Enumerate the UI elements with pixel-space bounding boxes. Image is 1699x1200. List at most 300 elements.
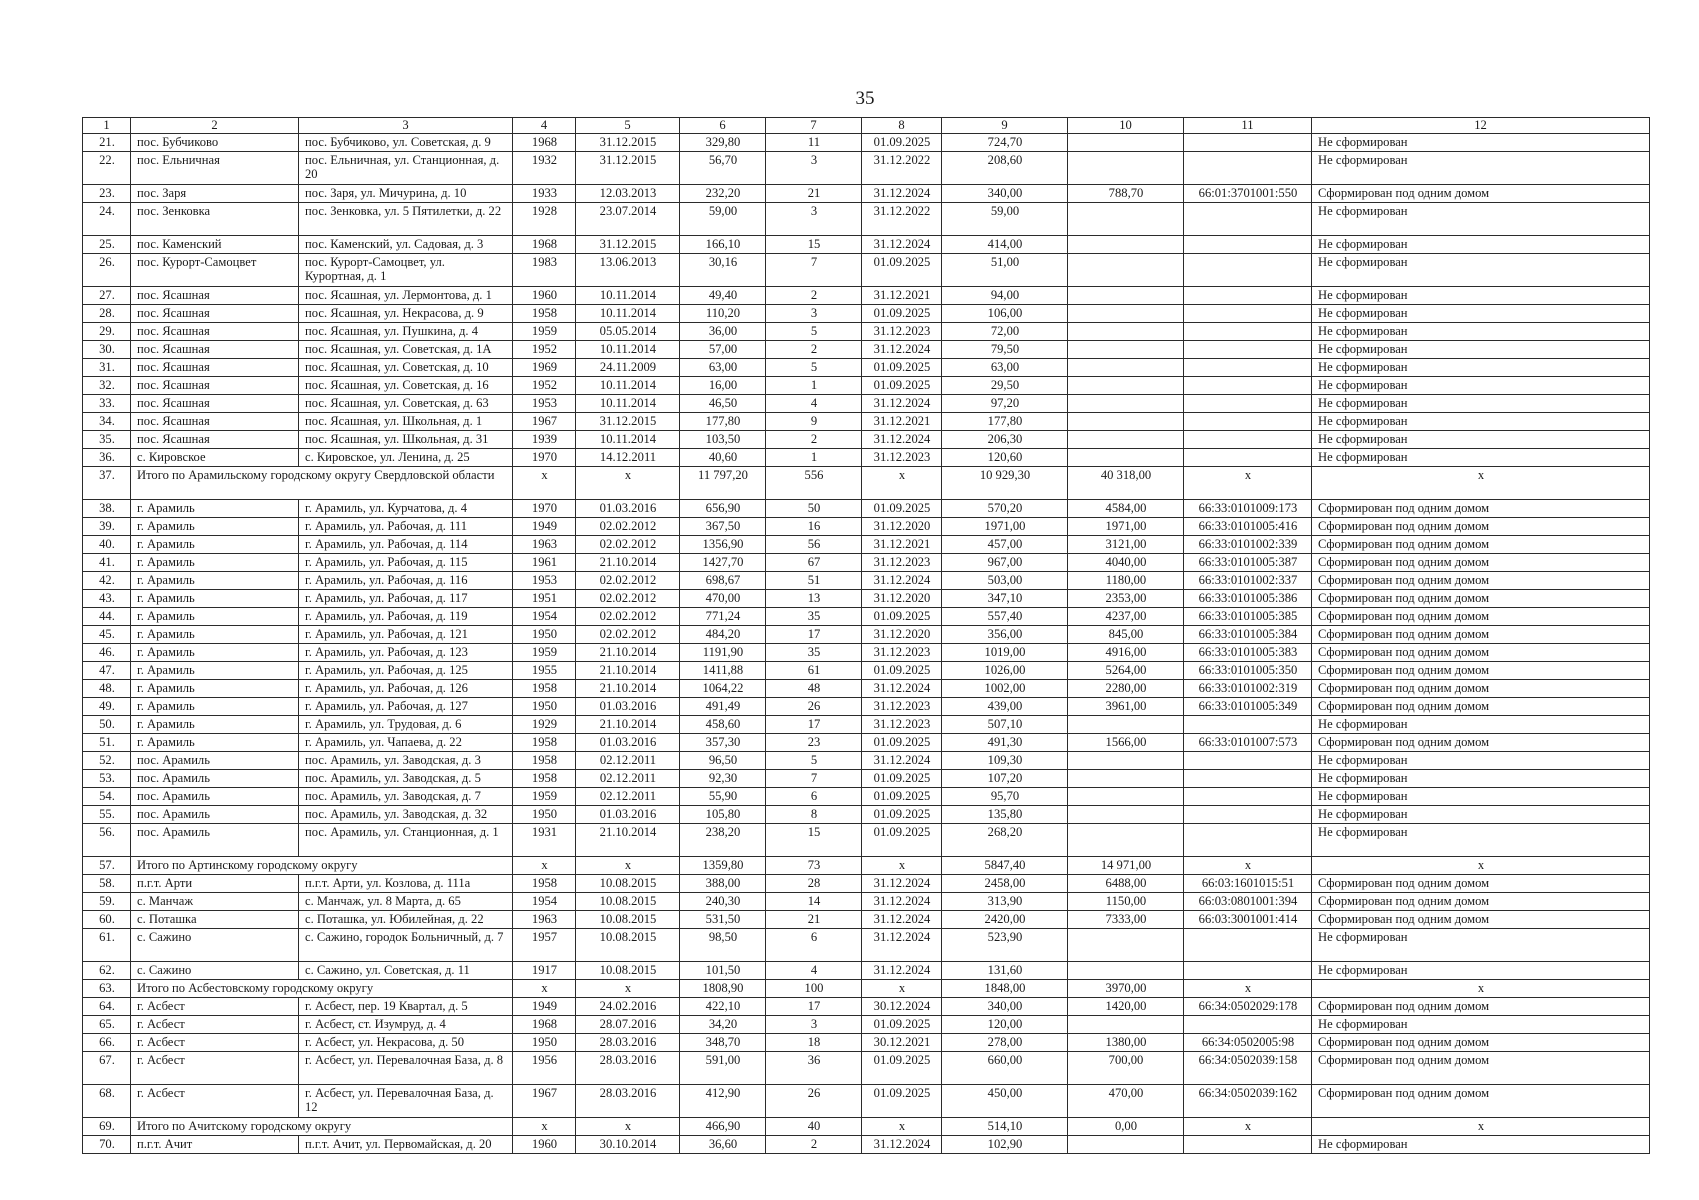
land-status-cell: Не сформирован bbox=[1312, 824, 1650, 857]
land-area-cell: 5264,00 bbox=[1068, 662, 1184, 680]
cadastral-number-cell: 66:33:0101002:337 bbox=[1184, 572, 1312, 590]
year-cell: 1959 bbox=[513, 788, 576, 806]
cadastral-number-cell bbox=[1184, 377, 1312, 395]
row-number-cell: 23. bbox=[83, 185, 131, 203]
settlement-cell: п.г.т. Ачит bbox=[131, 1136, 299, 1154]
row-number-cell: 59. bbox=[83, 893, 131, 911]
date-cell: 02.02.2012 bbox=[576, 608, 680, 626]
year-cell: 1950 bbox=[513, 626, 576, 644]
land-area-cell bbox=[1068, 377, 1184, 395]
land-area-cell: 1971,00 bbox=[1068, 518, 1184, 536]
land-area-cell: 470,00 bbox=[1068, 1085, 1184, 1118]
table-row bbox=[83, 323, 1650, 341]
area-2-cell: 450,00 bbox=[942, 1085, 1068, 1118]
deadline-cell: 31.12.2020 bbox=[862, 626, 942, 644]
area-2-cell: 557,40 bbox=[942, 608, 1068, 626]
date-cell: 05.05.2014 bbox=[576, 323, 680, 341]
area-2-cell: 356,00 bbox=[942, 626, 1068, 644]
deadline-cell: x bbox=[862, 467, 942, 500]
year-cell: 1949 bbox=[513, 518, 576, 536]
address-cell: г. Арамиль, ул. Рабочая, д. 125 bbox=[299, 662, 513, 680]
deadline-cell: 31.12.2024 bbox=[862, 236, 942, 254]
row-number-cell: 24. bbox=[83, 203, 131, 236]
settlement-cell: пос. Арамиль bbox=[131, 824, 299, 857]
total-label-cell: Итого по Артинскому городскому округу bbox=[131, 857, 513, 875]
area-cell: 49,40 bbox=[680, 287, 766, 305]
settlement-cell: пос. Ясашная bbox=[131, 359, 299, 377]
cadastral-number-cell: x bbox=[1184, 1118, 1312, 1136]
address-cell: г. Асбест, ул. Перевалочная База, д. 12 bbox=[299, 1085, 513, 1118]
cadastral-number-cell bbox=[1184, 359, 1312, 377]
cadastral-number-cell: x bbox=[1184, 857, 1312, 875]
area-2-cell: 107,20 bbox=[942, 770, 1068, 788]
area-2-cell: 414,00 bbox=[942, 236, 1068, 254]
settlement-cell: г. Арамиль bbox=[131, 698, 299, 716]
row-number-cell: 40. bbox=[83, 536, 131, 554]
land-area-cell bbox=[1068, 962, 1184, 980]
area-2-cell: 503,00 bbox=[942, 572, 1068, 590]
cadastral-number-cell: x bbox=[1184, 980, 1312, 998]
deadline-cell: 31.12.2024 bbox=[862, 680, 942, 698]
year-cell: 1960 bbox=[513, 1136, 576, 1154]
cadastral-number-cell bbox=[1184, 1016, 1312, 1034]
land-status-cell: Сформирован под одним домом bbox=[1312, 875, 1650, 893]
year-cell: x bbox=[513, 857, 576, 875]
area-2-cell: 131,60 bbox=[942, 962, 1068, 980]
row-number-cell: 48. bbox=[83, 680, 131, 698]
land-status-cell: Сформирован под одним домом bbox=[1312, 698, 1650, 716]
cadastral-number-cell bbox=[1184, 431, 1312, 449]
cadastral-number-cell bbox=[1184, 254, 1312, 287]
residents-cell: 3 bbox=[766, 203, 862, 236]
year-cell: 1954 bbox=[513, 608, 576, 626]
land-status-cell: Сформирован под одним домом bbox=[1312, 680, 1650, 698]
settlement-cell: пос. Арамиль bbox=[131, 806, 299, 824]
year-cell: 1968 bbox=[513, 1016, 576, 1034]
area-2-cell: 1026,00 bbox=[942, 662, 1068, 680]
table-row bbox=[83, 254, 1650, 287]
table-row bbox=[83, 134, 1650, 152]
date-cell: 31.12.2015 bbox=[576, 134, 680, 152]
year-cell: 1960 bbox=[513, 287, 576, 305]
land-status-cell: Не сформирован bbox=[1312, 287, 1650, 305]
area-cell: 92,30 bbox=[680, 770, 766, 788]
area-2-cell: 97,20 bbox=[942, 395, 1068, 413]
deadline-cell: 31.12.2024 bbox=[862, 185, 942, 203]
land-status-cell: Не сформирован bbox=[1312, 929, 1650, 962]
deadline-cell: 31.12.2021 bbox=[862, 287, 942, 305]
year-cell: 1932 bbox=[513, 152, 576, 185]
settlement-cell: с. Кировское bbox=[131, 449, 299, 467]
area-2-cell: 120,00 bbox=[942, 1016, 1068, 1034]
area-cell: 458,60 bbox=[680, 716, 766, 734]
area-2-cell: 340,00 bbox=[942, 185, 1068, 203]
cadastral-number-cell: 66:03:0801001:394 bbox=[1184, 893, 1312, 911]
row-number-cell: 60. bbox=[83, 911, 131, 929]
date-cell: 10.08.2015 bbox=[576, 962, 680, 980]
cadastral-number-cell: 66:03:3001001:414 bbox=[1184, 911, 1312, 929]
table-row bbox=[83, 572, 1650, 590]
settlement-cell: пос. Арамиль bbox=[131, 752, 299, 770]
area-cell: 16,00 bbox=[680, 377, 766, 395]
year-cell: 1931 bbox=[513, 824, 576, 857]
area-2-cell: 340,00 bbox=[942, 998, 1068, 1016]
row-number-cell: 41. bbox=[83, 554, 131, 572]
land-status-cell: Не сформирован bbox=[1312, 1136, 1650, 1154]
land-status-cell: Не сформирован bbox=[1312, 341, 1650, 359]
row-number-cell: 31. bbox=[83, 359, 131, 377]
deadline-cell: 31.12.2024 bbox=[862, 962, 942, 980]
year-cell: 1959 bbox=[513, 644, 576, 662]
land-status-cell: Не сформирован bbox=[1312, 134, 1650, 152]
land-status-cell: Сформирован под одним домом bbox=[1312, 626, 1650, 644]
residents-cell: 61 bbox=[766, 662, 862, 680]
land-area-cell: 1380,00 bbox=[1068, 1034, 1184, 1052]
cadastral-number-cell: 66:33:0101009:173 bbox=[1184, 500, 1312, 518]
table-row bbox=[83, 806, 1650, 824]
year-cell: 1952 bbox=[513, 341, 576, 359]
row-number-cell: 54. bbox=[83, 788, 131, 806]
deadline-cell: 31.12.2023 bbox=[862, 323, 942, 341]
row-number-cell: 32. bbox=[83, 377, 131, 395]
date-cell: 02.02.2012 bbox=[576, 590, 680, 608]
land-area-cell bbox=[1068, 716, 1184, 734]
area-cell: 105,80 bbox=[680, 806, 766, 824]
cadastral-number-cell: 66:33:0101005:350 bbox=[1184, 662, 1312, 680]
settlement-cell: с. Сажино bbox=[131, 929, 299, 962]
row-number-cell: 39. bbox=[83, 518, 131, 536]
land-area-cell bbox=[1068, 752, 1184, 770]
row-number-cell: 63. bbox=[83, 980, 131, 998]
address-cell: г. Арамиль, ул. Чапаева, д. 22 bbox=[299, 734, 513, 752]
residents-cell: 11 bbox=[766, 134, 862, 152]
area-cell: 11 797,20 bbox=[680, 467, 766, 500]
land-area-cell: 3121,00 bbox=[1068, 536, 1184, 554]
settlement-cell: пос. Арамиль bbox=[131, 788, 299, 806]
deadline-cell: 31.12.2024 bbox=[862, 875, 942, 893]
area-cell: 1411,88 bbox=[680, 662, 766, 680]
address-cell: г. Асбест, ул. Некрасова, д. 50 bbox=[299, 1034, 513, 1052]
date-cell: 28.03.2016 bbox=[576, 1085, 680, 1118]
land-status-cell: x bbox=[1312, 467, 1650, 500]
row-number-cell: 53. bbox=[83, 770, 131, 788]
table-row bbox=[83, 500, 1650, 518]
land-area-cell: 14 971,00 bbox=[1068, 857, 1184, 875]
area-cell: 591,00 bbox=[680, 1052, 766, 1085]
column-number-cell: 11 bbox=[1184, 118, 1312, 134]
land-area-cell bbox=[1068, 134, 1184, 152]
area-cell: 367,50 bbox=[680, 518, 766, 536]
table-row bbox=[83, 359, 1650, 377]
settlement-cell: пос. Ясашная bbox=[131, 395, 299, 413]
area-2-cell: 2420,00 bbox=[942, 911, 1068, 929]
address-cell: с. Поташка, ул. Юбилейная, д. 22 bbox=[299, 911, 513, 929]
address-cell: пос. Ясашная, ул. Советская, д. 1А bbox=[299, 341, 513, 359]
residents-cell: 56 bbox=[766, 536, 862, 554]
area-2-cell: 120,60 bbox=[942, 449, 1068, 467]
land-status-cell: Сформирован под одним домом bbox=[1312, 911, 1650, 929]
address-cell: пос. Каменский, ул. Садовая, д. 3 bbox=[299, 236, 513, 254]
residents-cell: 8 bbox=[766, 806, 862, 824]
deadline-cell: 31.12.2024 bbox=[862, 893, 942, 911]
year-cell: 1958 bbox=[513, 770, 576, 788]
row-number-cell: 42. bbox=[83, 572, 131, 590]
year-cell: 1970 bbox=[513, 449, 576, 467]
area-cell: 238,20 bbox=[680, 824, 766, 857]
date-cell: 28.03.2016 bbox=[576, 1034, 680, 1052]
row-number-cell: 57. bbox=[83, 857, 131, 875]
land-status-cell: Сформирован под одним домом bbox=[1312, 662, 1650, 680]
total-row bbox=[83, 467, 1650, 500]
table-row bbox=[83, 893, 1650, 911]
total-label-cell: Итого по Ачитскому городскому округу bbox=[131, 1118, 513, 1136]
year-cell: 1929 bbox=[513, 716, 576, 734]
table-row bbox=[83, 734, 1650, 752]
land-area-cell: 788,70 bbox=[1068, 185, 1184, 203]
area-cell: 59,00 bbox=[680, 203, 766, 236]
residents-cell: 7 bbox=[766, 254, 862, 287]
table-row bbox=[83, 341, 1650, 359]
year-cell: 1957 bbox=[513, 929, 576, 962]
deadline-cell: 31.12.2022 bbox=[862, 203, 942, 236]
address-cell: г. Арамиль, ул. Рабочая, д. 126 bbox=[299, 680, 513, 698]
residents-cell: 67 bbox=[766, 554, 862, 572]
table-row bbox=[83, 788, 1650, 806]
total-row bbox=[83, 857, 1650, 875]
deadline-cell: 01.09.2025 bbox=[862, 1016, 942, 1034]
area-2-cell: 439,00 bbox=[942, 698, 1068, 716]
row-number-cell: 27. bbox=[83, 287, 131, 305]
table-body bbox=[83, 134, 1650, 1154]
area-cell: 1064,22 bbox=[680, 680, 766, 698]
deadline-cell: 31.12.2024 bbox=[862, 431, 942, 449]
area-cell: 56,70 bbox=[680, 152, 766, 185]
area-2-cell: 51,00 bbox=[942, 254, 1068, 287]
residents-cell: 13 bbox=[766, 590, 862, 608]
cadastral-number-cell bbox=[1184, 449, 1312, 467]
land-area-cell: 1150,00 bbox=[1068, 893, 1184, 911]
address-cell: пос. Ясашная, ул. Школьная, д. 31 bbox=[299, 431, 513, 449]
settlement-cell: г. Арамиль bbox=[131, 716, 299, 734]
deadline-cell: 01.09.2025 bbox=[862, 1052, 942, 1085]
date-cell: 31.12.2015 bbox=[576, 413, 680, 431]
year-cell: 1963 bbox=[513, 911, 576, 929]
land-status-cell: Сформирован под одним домом bbox=[1312, 734, 1650, 752]
residents-cell: 1 bbox=[766, 377, 862, 395]
date-cell: 02.02.2012 bbox=[576, 536, 680, 554]
address-cell: г. Арамиль, ул. Рабочая, д. 117 bbox=[299, 590, 513, 608]
date-cell: 21.10.2014 bbox=[576, 644, 680, 662]
date-cell: 24.11.2009 bbox=[576, 359, 680, 377]
deadline-cell: 01.09.2025 bbox=[862, 359, 942, 377]
table-row bbox=[83, 911, 1650, 929]
year-cell: 1928 bbox=[513, 203, 576, 236]
land-area-cell bbox=[1068, 1136, 1184, 1154]
cadastral-number-cell: 66:33:0101005:416 bbox=[1184, 518, 1312, 536]
settlement-cell: с. Поташка bbox=[131, 911, 299, 929]
table-row bbox=[83, 536, 1650, 554]
area-cell: 771,24 bbox=[680, 608, 766, 626]
residents-cell: 18 bbox=[766, 1034, 862, 1052]
deadline-cell: 01.09.2025 bbox=[862, 254, 942, 287]
row-number-cell: 35. bbox=[83, 431, 131, 449]
area-cell: 1427,70 bbox=[680, 554, 766, 572]
land-area-cell bbox=[1068, 824, 1184, 857]
cadastral-number-cell: 66:01:3701001:550 bbox=[1184, 185, 1312, 203]
deadline-cell: 01.09.2025 bbox=[862, 770, 942, 788]
address-cell: пос. Арамиль, ул. Заводская, д. 5 bbox=[299, 770, 513, 788]
row-number-cell: 33. bbox=[83, 395, 131, 413]
deadline-cell: 31.12.2024 bbox=[862, 395, 942, 413]
area-cell: 329,80 bbox=[680, 134, 766, 152]
cadastral-number-cell: 66:33:0101005:387 bbox=[1184, 554, 1312, 572]
total-label-cell: Итого по Асбестовскому городскому округу bbox=[131, 980, 513, 998]
land-area-cell: 1566,00 bbox=[1068, 734, 1184, 752]
date-cell: 10.08.2015 bbox=[576, 929, 680, 962]
table-row bbox=[83, 395, 1650, 413]
settlement-cell: пос. Арамиль bbox=[131, 770, 299, 788]
residents-cell: 2 bbox=[766, 431, 862, 449]
date-cell: 21.10.2014 bbox=[576, 716, 680, 734]
date-cell: 30.10.2014 bbox=[576, 1136, 680, 1154]
address-cell: г. Арамиль, ул. Рабочая, д. 116 bbox=[299, 572, 513, 590]
date-cell: 02.02.2012 bbox=[576, 518, 680, 536]
area-2-cell: 5847,40 bbox=[942, 857, 1068, 875]
date-cell: 28.07.2016 bbox=[576, 1016, 680, 1034]
row-number-cell: 36. bbox=[83, 449, 131, 467]
date-cell: 01.03.2016 bbox=[576, 500, 680, 518]
date-cell: 01.03.2016 bbox=[576, 806, 680, 824]
page-number: 35 bbox=[855, 88, 875, 109]
area-2-cell: 278,00 bbox=[942, 1034, 1068, 1052]
year-cell: 1950 bbox=[513, 698, 576, 716]
address-cell: г. Арамиль, ул. Трудовая, д. 6 bbox=[299, 716, 513, 734]
date-cell: 10.08.2015 bbox=[576, 911, 680, 929]
table-row bbox=[83, 377, 1650, 395]
residents-cell: 40 bbox=[766, 1118, 862, 1136]
cadastral-number-cell bbox=[1184, 929, 1312, 962]
cadastral-number-cell: 66:33:0101005:386 bbox=[1184, 590, 1312, 608]
deadline-cell: 01.09.2025 bbox=[862, 500, 942, 518]
address-cell: г. Асбест, ст. Изумруд, д. 4 bbox=[299, 1016, 513, 1034]
date-cell: 02.02.2012 bbox=[576, 572, 680, 590]
date-cell: 21.10.2014 bbox=[576, 554, 680, 572]
land-status-cell: Не сформирован bbox=[1312, 806, 1650, 824]
land-area-cell bbox=[1068, 152, 1184, 185]
date-cell: 01.03.2016 bbox=[576, 698, 680, 716]
row-number-cell: 50. bbox=[83, 716, 131, 734]
address-cell: пос. Арамиль, ул. Заводская, д. 32 bbox=[299, 806, 513, 824]
year-cell: 1958 bbox=[513, 875, 576, 893]
area-2-cell: 507,10 bbox=[942, 716, 1068, 734]
address-cell: с. Сажино, ул. Советская, д. 11 bbox=[299, 962, 513, 980]
address-cell: г. Арамиль, ул. Рабочая, д. 115 bbox=[299, 554, 513, 572]
date-cell: 23.07.2014 bbox=[576, 203, 680, 236]
address-cell: г. Арамиль, ул. Рабочая, д. 123 bbox=[299, 644, 513, 662]
area-cell: 470,00 bbox=[680, 590, 766, 608]
housing-register-table bbox=[82, 117, 1650, 1154]
cadastral-number-cell bbox=[1184, 788, 1312, 806]
settlement-cell: г. Арамиль bbox=[131, 662, 299, 680]
settlement-cell: г. Асбест bbox=[131, 1052, 299, 1085]
date-cell: 21.10.2014 bbox=[576, 680, 680, 698]
land-area-cell: 1180,00 bbox=[1068, 572, 1184, 590]
address-cell: пос. Ясашная, ул. Некрасова, д. 9 bbox=[299, 305, 513, 323]
area-2-cell: 63,00 bbox=[942, 359, 1068, 377]
residents-cell: 2 bbox=[766, 287, 862, 305]
address-cell: пос. Арамиль, ул. Заводская, д. 7 bbox=[299, 788, 513, 806]
cadastral-number-cell bbox=[1184, 806, 1312, 824]
address-cell: с. Сажино, городок Больничный, д. 7 bbox=[299, 929, 513, 962]
year-cell: 1953 bbox=[513, 395, 576, 413]
address-cell: пос. Арамиль, ул. Заводская, д. 3 bbox=[299, 752, 513, 770]
residents-cell: 26 bbox=[766, 698, 862, 716]
year-cell: 1959 bbox=[513, 323, 576, 341]
address-cell: пос. Ясашная, ул. Советская, д. 16 bbox=[299, 377, 513, 395]
land-status-cell: x bbox=[1312, 980, 1650, 998]
address-cell: с. Манчаж, ул. 8 Марта, д. 65 bbox=[299, 893, 513, 911]
land-area-cell bbox=[1068, 929, 1184, 962]
cadastral-number-cell bbox=[1184, 716, 1312, 734]
year-cell: 1967 bbox=[513, 1085, 576, 1118]
residents-cell: 6 bbox=[766, 929, 862, 962]
land-area-cell bbox=[1068, 413, 1184, 431]
land-area-cell: 0,00 bbox=[1068, 1118, 1184, 1136]
land-status-cell: Сформирован под одним домом bbox=[1312, 536, 1650, 554]
address-cell: пос. Ясашная, ул. Советская, д. 10 bbox=[299, 359, 513, 377]
row-number-cell: 62. bbox=[83, 962, 131, 980]
land-status-cell: Не сформирован bbox=[1312, 962, 1650, 980]
cadastral-number-cell: 66:33:0101005:385 bbox=[1184, 608, 1312, 626]
area-cell: 412,90 bbox=[680, 1085, 766, 1118]
area-cell: 55,90 bbox=[680, 788, 766, 806]
year-cell: 1952 bbox=[513, 377, 576, 395]
land-status-cell: Не сформирован bbox=[1312, 359, 1650, 377]
residents-cell: 21 bbox=[766, 911, 862, 929]
land-status-cell: Не сформирован bbox=[1312, 254, 1650, 287]
deadline-cell: 31.12.2024 bbox=[862, 911, 942, 929]
column-number-cell: 3 bbox=[299, 118, 513, 134]
area-2-cell: 10 929,30 bbox=[942, 467, 1068, 500]
area-2-cell: 660,00 bbox=[942, 1052, 1068, 1085]
area-cell: 357,30 bbox=[680, 734, 766, 752]
deadline-cell: 31.12.2023 bbox=[862, 449, 942, 467]
residents-cell: 51 bbox=[766, 572, 862, 590]
address-cell: г. Арамиль, ул. Рабочая, д. 111 bbox=[299, 518, 513, 536]
area-cell: 240,30 bbox=[680, 893, 766, 911]
table-row bbox=[83, 875, 1650, 893]
residents-cell: 16 bbox=[766, 518, 862, 536]
area-2-cell: 268,20 bbox=[942, 824, 1068, 857]
land-status-cell: Не сформирован bbox=[1312, 395, 1650, 413]
row-number-cell: 51. bbox=[83, 734, 131, 752]
table-row bbox=[83, 1136, 1650, 1154]
area-2-cell: 1971,00 bbox=[942, 518, 1068, 536]
column-number-cell: 5 bbox=[576, 118, 680, 134]
land-area-cell bbox=[1068, 305, 1184, 323]
row-number-cell: 47. bbox=[83, 662, 131, 680]
year-cell: 1958 bbox=[513, 305, 576, 323]
area-2-cell: 724,70 bbox=[942, 134, 1068, 152]
land-status-cell: x bbox=[1312, 857, 1650, 875]
cadastral-number-cell bbox=[1184, 323, 1312, 341]
row-number-cell: 29. bbox=[83, 323, 131, 341]
cadastral-number-cell bbox=[1184, 395, 1312, 413]
year-cell: 1967 bbox=[513, 413, 576, 431]
residents-cell: 15 bbox=[766, 824, 862, 857]
settlement-cell: г. Арамиль bbox=[131, 644, 299, 662]
residents-cell: 35 bbox=[766, 644, 862, 662]
